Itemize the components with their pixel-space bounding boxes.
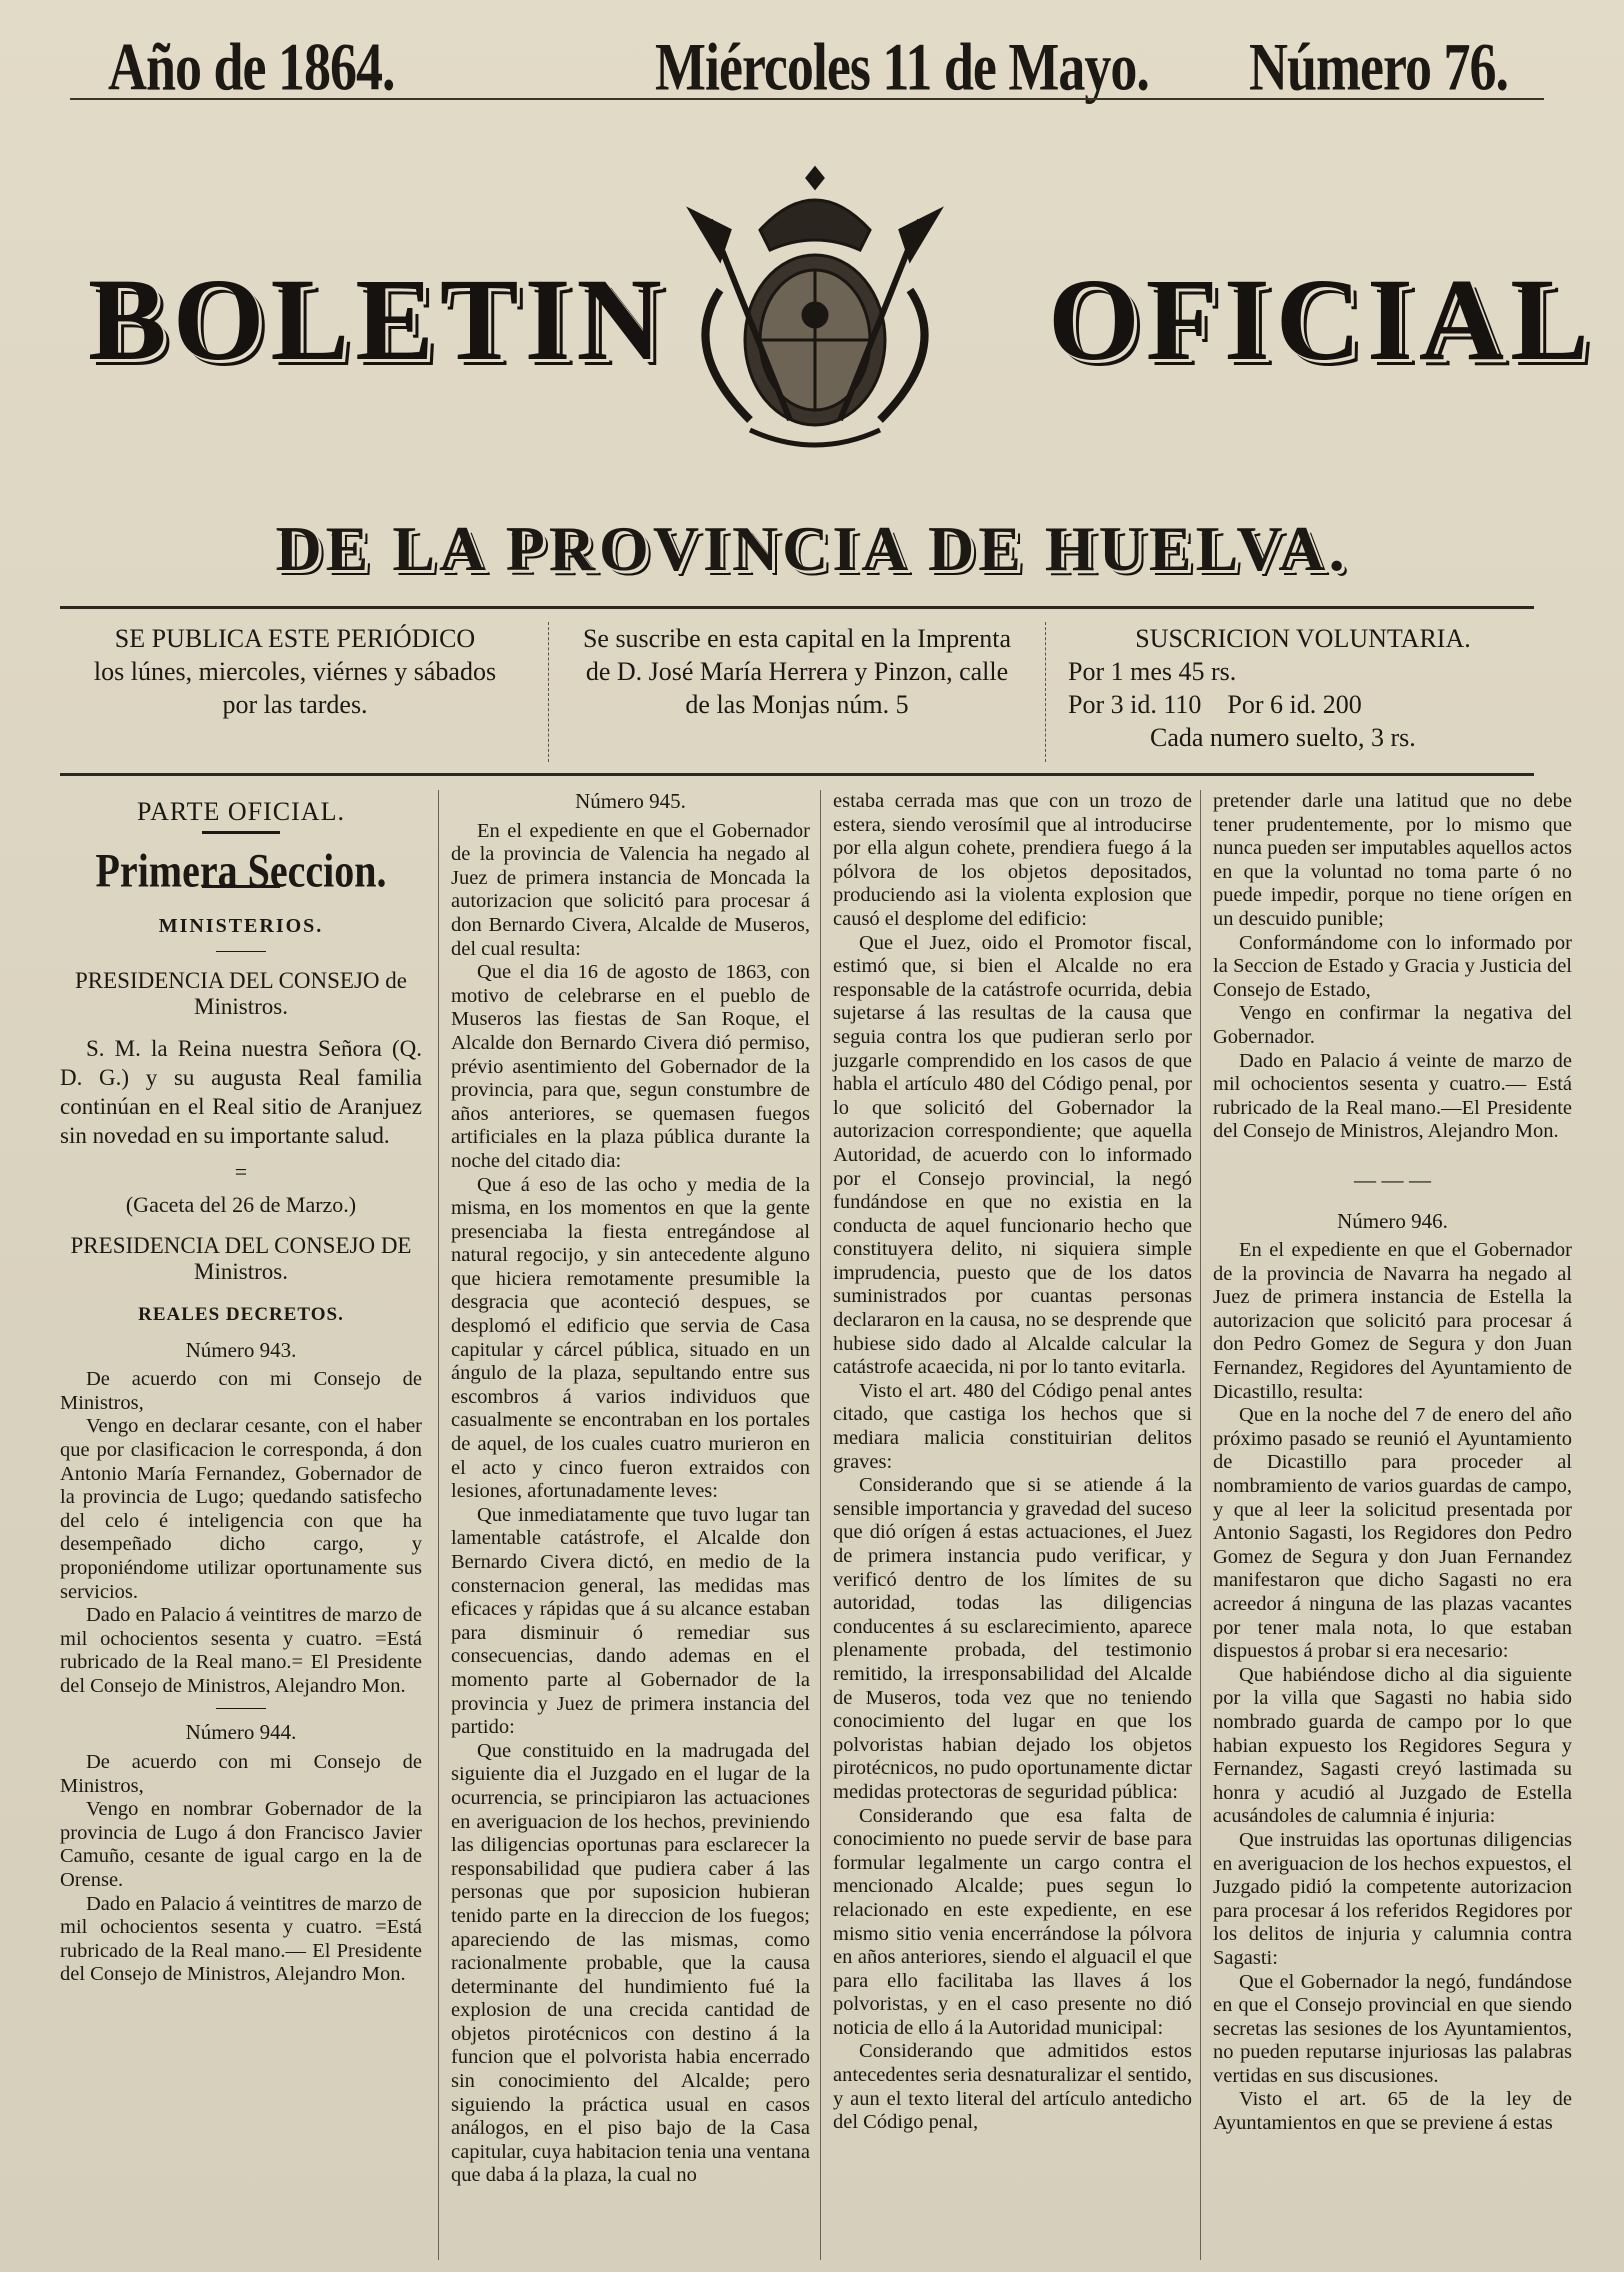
paragraph: Que á eso de las ocho y media de la misma, en los momentos en que la gente presenciaba la fiesta entregándose al natural regocijo, y sin antecedente alguno que hiciera remotamente presumible la desgracia que aconteció despues, se desplomó el edificio que servia de Casa capitular y cárcel pública, situado en un ángulo de la plaza, sepultando entre sus escombros á varios individuos que casualmente se encontraban en los portales de aquel, de los cuales cuatro murieron en el acto y cinco fueron extraidos con lesiones, afortunadamente leves: [451, 1173, 810, 1503]
paragraph: Vengo en declarar cesante, con el haber que por clasificacion le corresponda, á don Antonio María Fernandez, Gobernador de la provincia de Lugo; quedando satisfecho del celo é inteligencia con que ha desempeñado dicho cargo, y proponiéndome utilizar oportunamente sus servicios. [60, 1415, 422, 1603]
paragraph: Vengo en nombrar Gobernador de la provincia de Lugo á don Francisco Javier Camuño, cesante de igual cargo en la de Orense. [60, 1798, 422, 1892]
paragraph: Vengo en confirmar la negativa del Gobernador. [1213, 1002, 1572, 1048]
paragraph: Considerando que esa falta de conocimiento no puede servir de base para formular legalmente un cargo contra el mencionado Alcalde; pues segun lo relacionado en este expediente, en ese mismo sitio venia encerrándose la pólvora en años anteriores, siendo el alguacil el que para ello facilitaba las llaves á los polvoristas, y en el caso presente no dió noticia de ello á la Autoridad municipal: [833, 1804, 1192, 2039]
paragraph: Visto el art. 480 del Código penal antes citado, que castiga los hechos que si mediara malicia constituirian delitos graves: [833, 1379, 1192, 1473]
price-single-issue: Cada numero suelto, 3 rs. [1150, 723, 1416, 752]
schedule-line-2: los lúnes, miercoles, viérnes y sábados [93, 657, 497, 686]
ornament-divider [60, 838, 422, 841]
column-3 [820, 790, 1192, 2260]
parte-oficial-heading: PARTE OFICIAL. [137, 797, 345, 826]
paragraph: Que inmediatamente que tuvo lugar tan lamentable catástrofe, el Alcalde don Bernardo Civera dictó, en medio de la consternacion general, las medidas mas eficaces y rápidas que á su alcance estaban para disminuir ó remediar sus consecuencias, dando ademas en el momento parte al Gobernador de la provincia y Juez de primera instancia del partido: [451, 1503, 810, 1739]
title-boletin: BOLETIN [88, 254, 668, 385]
royal-coat-of-arms-icon [650, 150, 980, 460]
paragraph: estaba cerrada mas que con un trozo de estera, siendo verosímil que al introducirse por ella algun cohete, prendiera fuego á la pólvora de los objetos depositados, produciendo asi la violenta explosion que causó el desplome del edificio: [833, 790, 1192, 930]
ministerios-heading: MINISTERIOS. [158, 915, 324, 938]
paragraph: Que el Juez, oido el Promotor fiscal, estimó que, si bien el Alcalde no era responsable de la catástrofe ocurrida, debia sujetarse á las resultas de la causa que seguia contra los que pudieran serlo por juzgarle comprendido en los casos de que habla el artículo 480 del Código penal, por lo que solicitó del Gobernador la autorizacion correspondiente; que aquella Autoridad, de acuerdo con lo informado por el Consejo provincial, la negó fundándose en que no existia en la conducta de aquel funcionario hecho que constituyera delito, ni siquiera simple imprudencia, puesto que de los datos suministrados por cuantas personas declararon en la causa, no se desprende que hubiese sido dado al Alcalde calcular la catástrofe acaecida, ni por lo tanto evitarla. [833, 931, 1192, 1379]
column-4 [1200, 790, 1572, 2260]
paragraph: Conformándome con lo informado por la Seccion de Estado y Gracia y Justicia del Consejo de Estado, [1213, 931, 1572, 1001]
title-oficial: OFICIAL [1048, 254, 1595, 385]
paragraph: Dado en Palacio á veintitres de marzo de mil ochocientos sesenta y cuatro. =Está rubricado de la Real mano.= El Presidente del Consejo de Ministros, Alejandro Mon. [60, 1604, 422, 1697]
reales-decretos-heading: REALES DECRETOS. [138, 1303, 344, 1325]
column-2 [438, 790, 810, 2260]
short-rule [216, 951, 266, 952]
paragraph: Que el Gobernador la negó, fundándose en que el Consejo provincial en que siendo secretas las sesiones de los Ayuntamientos, no pueden reputarse injuriosas las palabras vertidas en sus discusiones. [1213, 1970, 1572, 2087]
paragraph: pretender darle una latitud que no debe tener prudentemente, por lo mismo que nunca pueden ser imputables aquellos actos en que la voluntad no toma parte ó no puede impedir, porque no tiene orígen en un descuido punible; [1213, 790, 1572, 930]
paragraph: Dado en Palacio á veintitres de marzo de mil ochocientos sesenta y cuatro. =Está rubricado de la Real mano.— El Presidente del Consejo de Ministros, Alejandro Mon. [60, 1892, 422, 1986]
masthead-topline [60, 28, 1564, 108]
top-rule [70, 98, 1544, 100]
newspaper-subtitle: DE LA PROVINCIA DE HUELVA. [275, 513, 1349, 584]
decree-number-946: Número 946. [1337, 1208, 1448, 1233]
paragraph: De acuerdo con mi Consejo de Ministros, [60, 1751, 422, 1797]
paragraph: Dado en Palacio á veinte de marzo de mil ochocientos sesenta y cuatro.— Está rubricado de la Real mano.—El Presidente del Consejo de Ministros, Alejandro Mon. [1213, 1049, 1572, 1143]
paragraph: Que en la noche del 7 de enero del año próximo pasado se reunió el Ayuntamiento de Dicastillo para proceder al nombramiento de varios guardas de campo, y que al leer la solicitud presentada por Antonio Sagasti, los Regidores don Pedro Gomez de Segura y don Juan Fernandez manifestaron que dicho Sagasti no era acreedor á ninguna de las plazas vacantes por tener mala nota, lo que estaban dispuestos á probar si era necesario: [1213, 1404, 1572, 1663]
paragraph: Considerando que admitidos estos antecedentes seria desnaturalizar el sentido, y aun el texto literal del artículo antedicho del Código penal, [833, 2040, 1192, 2134]
info-rule [60, 773, 1534, 776]
decree-number-944: Número 944. [185, 1720, 297, 1745]
short-rule [216, 1708, 266, 1709]
address-line-1: Se suscribe en esta capital en la Imprenta [582, 624, 1012, 653]
paragraph: Que constituido en la madrugada del siguiente dia el Juzgado en el lugar de la ocurrencia, se principiaron las actuaciones en averiguacion de los hechos, previniendo las diligencias oportunas para esclarecer la responsabilidad que pudiera caber á las personas que por suposicion hubieran tenido parte en la direccion de los fuegos; apareciendo de las mismas, como racionalmente probable, que la causa determinante del hundimiento fué la explosion de una crecida cantidad de objetos pirotécnicos con destino á la funcion que el polvorista habia encerrado sin conocimiento del Alcalde; pero siguiendo la práctica usual en casos análogos, en el piso bajo de la Casa capitular, cuya habitacion tenia una ventana que daba á la plaza, la cual no [451, 1739, 810, 2187]
paragraph: En el expediente en que el Gobernador de la provincia de Navarra ha negado al Juez de primera instancia de Estella la autorizacion que solicitó para procesar á don Pedro Gomez de Segura y don Juan Fernandez, Regidores del Ayuntamiento de Dicastillo, resulta: [1213, 1239, 1572, 1403]
subscription-address [548, 622, 1046, 762]
price-six-months: Por 6 id. 200 [1227, 690, 1362, 719]
issue-number: Número 76. [1249, 29, 1508, 105]
section-separator: — — — [1354, 1166, 1431, 1192]
gaceta-reference: (Gaceta del 26 de Marzo.) [125, 1192, 357, 1218]
paragraph: Que habiéndose dicho al dia siguiente por la villa que Sagasti no habia sido nombrado guarda de campo por lo que habian expuesto los Regidores Segura y Fernandez, Sagasti creyó lastimada su honra y acudió al Juzgado de Estella acusándoles de calumnia é injuria: [1213, 1663, 1572, 1828]
schedule-line-3: por las tardes. [222, 690, 368, 719]
decree-number-945: Número 945. [575, 790, 686, 813]
address-line-3: de las Monjas núm. 5 [685, 690, 909, 719]
paragraph: Que el dia 16 de agosto de 1863, con motivo de celebrarse en el pueblo de Museros las fiestas de San Roque, el Alcalde don Bernardo Civera dió permiso, prévio asentimiento del Gobernador de la provincia, para que, segun constumbre de años anteriores, se quemasen fuegos artificiales en la plaza pública durante la noche del citado dia: [451, 961, 810, 1172]
equals-divider: = [234, 1158, 248, 1184]
subscription-prices [1058, 622, 1538, 754]
issue-date: Miércoles 11 de Mayo. [655, 29, 1149, 105]
price-three-months: Por 3 id. 110 [1068, 690, 1202, 719]
paragraph: Que instruidas las oportunas diligencias en averiguacion de los hechos expuestos, el Juzgado pidió la competente autorizacion para procesar á los referidos Regidores por los delitos de injuria y calumnia contra Sagasti: [1213, 1828, 1572, 1969]
presidencia-heading: PRESIDENCIA DEL CONSEJO de Ministros. [74, 967, 408, 1019]
primera-seccion-heading: Primera Seccion. [95, 843, 387, 898]
column-1 [60, 790, 422, 2260]
price-one-month: Por 1 mes 45 rs. [1068, 657, 1237, 686]
reina-notice: S. M. la Reina nuestra Señora (Q. D. G.) y su augusta Real familia continúan en el Real sitio de Aranjuez sin novedad en su importante salud. [60, 1035, 422, 1148]
price-title: SUSCRICION VOLUNTARIA. [1135, 624, 1471, 653]
presidencia-heading-2: PRESIDENCIA DEL CONSEJO DE Ministros. [70, 1232, 412, 1284]
paragraph: De acuerdo con mi Consejo de Ministros, [60, 1368, 422, 1414]
header-rule [60, 606, 1534, 609]
publication-schedule [60, 622, 530, 721]
schedule-line-1: SE PUBLICA ESTE PERIÓDICO [114, 624, 476, 653]
paragraph: Visto el art. 65 de la ley de Ayuntamientos en que se previene á estas [1213, 2088, 1572, 2135]
address-line-2: de D. José María Herrera y Pinzon, calle [585, 657, 1009, 686]
paragraph: Considerando que si se atiende á la sensible importancia y gravedad del suceso que dió orígen á estas actuaciones, el Juez de primera instancia pudo verificar, y verificó dentro de los límites de su autoridad, todas las diligencias conducentes á su esclarecimiento, aparece plenamente probada, del testimonio remitido, la irresponsabilidad del Alcalde de Museros, toda vez que no teniendo conocimiento del lugar en que los polvoristas habian dejado los objetos pirotécnicos, no pudo oportunamente dictar medidas protectoras de seguridad pública: [833, 1474, 1192, 1803]
paragraph: En el expediente en que el Gobernador de la provincia de Valencia ha negado al Juez de primera instancia de Moncada la autorizacion que solicitó para procesar á don Bernardo Civera, Alcalde de Museros, del cual resulta: [451, 819, 810, 960]
decree-number-943: Número 943. [185, 1337, 297, 1362]
issue-year: Año de 1864. [108, 29, 395, 105]
